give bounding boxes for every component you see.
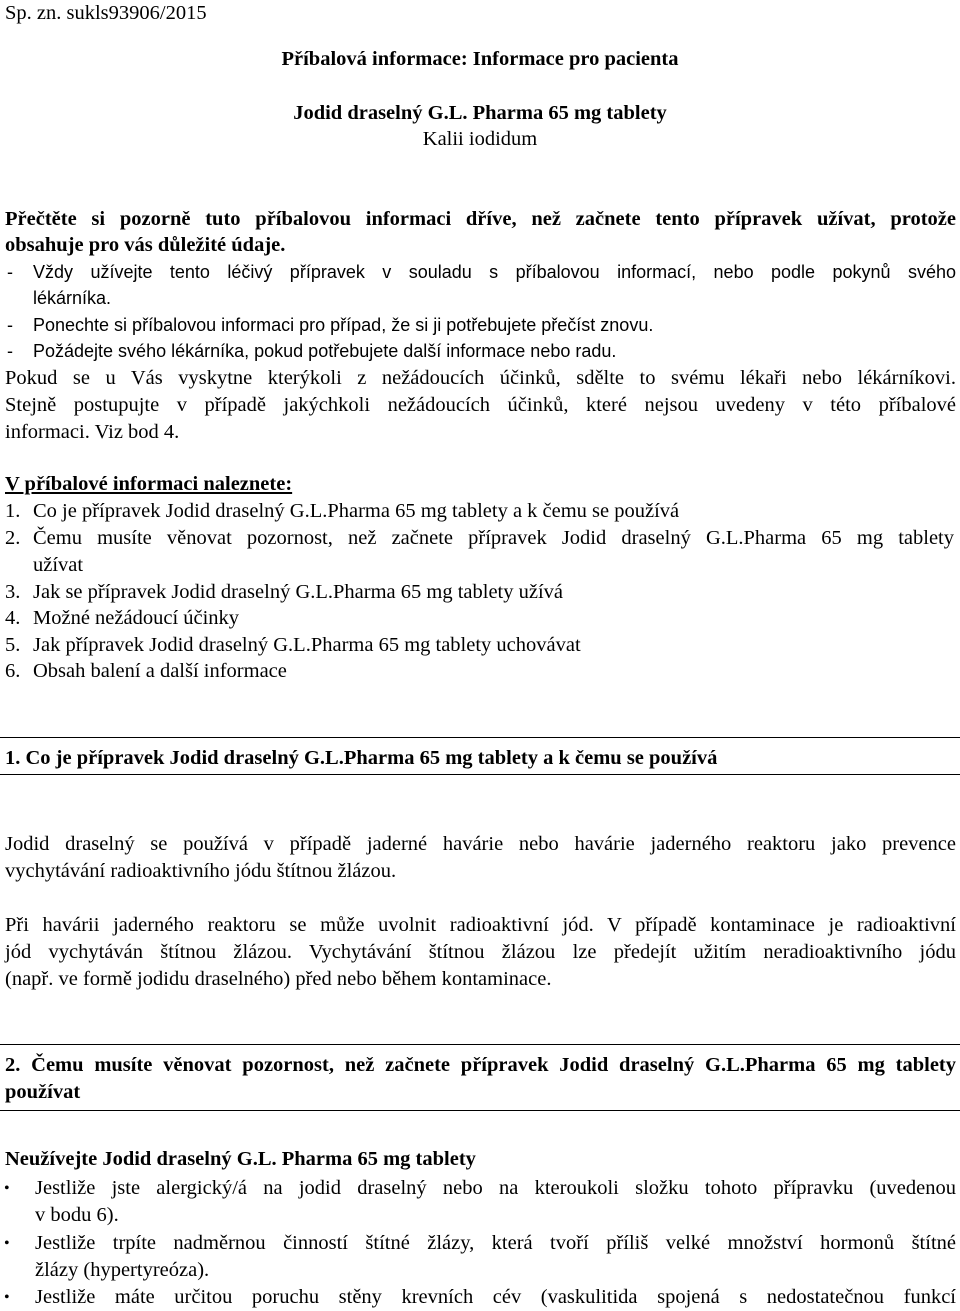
product-name: Jodid draselný G.L. Pharma 65 mg tablety bbox=[293, 102, 667, 124]
toc-item-text: Jak přípravek Jodid draselný G.L.Pharma 65 mg tablety uchovávat bbox=[33, 634, 581, 656]
side-effects-line-3: informaci. Viz bod 4. bbox=[5, 421, 180, 443]
intro-lead-line-1: Přečtěte si pozorně tuto příbalovou informaci dříve, než začnete tento přípravek užívat, protože bbox=[5, 208, 956, 230]
section-1-p1-line-1: Jodid draselný se používá v případě jaderné havárie nebo havárie jaderného reaktoru jako prevence bbox=[5, 833, 956, 855]
toc-item-text: Možné nežádoucí účinky bbox=[33, 607, 240, 629]
toc-item-text: Co je přípravek Jodid draselný G.L.Pharma 65 mg tablety a k čemu se používá bbox=[33, 500, 680, 522]
section-1-p2-line-3: (např. ve formě jodidu draselného) před nebo během kontaminace. bbox=[5, 968, 552, 990]
side-effects-line-2: Stejně postupujte v případě jakýchkoli nežádoucích účinků, které nejsou uvedeny v této příbalové bbox=[5, 394, 956, 416]
toc-item-text: Jak se přípravek Jodid draselný G.L.Pharma 65 mg tablety užívá bbox=[33, 581, 564, 603]
dash-item-text: Vždy užívejte tento léčivý přípravek v souladu s příbalovou informací, nebo podle pokynů svého bbox=[33, 262, 956, 282]
document-title: Příbalová informace: Informace pro pacienta bbox=[281, 48, 679, 70]
section-2-bottom-rule bbox=[0, 1110, 960, 1111]
dash-item-text-cont: lékárníka. bbox=[33, 288, 112, 308]
section-1-p1-line-2: vychytávání radioaktivního jódu štítnou žlázou. bbox=[5, 860, 397, 882]
section-1-top-rule bbox=[0, 737, 960, 738]
toc-item-text: Obsah balení a další informace bbox=[33, 660, 287, 682]
bullet-item-text: Jestliže máte určitou poruchu stěny krevních cév (vaskulitida spojená s nedostatečnou funkcí bbox=[35, 1286, 956, 1308]
dash-item-text: Ponechte si příbalovou informaci pro případ, že si ji potřebujete přečíst znovu. bbox=[33, 315, 654, 335]
section-2-subheading: Neužívejte Jodid draselný G.L. Pharma 65 mg tablety bbox=[5, 1148, 476, 1170]
bullet-item-text: Jestliže jste alergický/á na jodid draselný nebo na kteroukoli složku tohoto přípravku (uvedenou bbox=[35, 1177, 956, 1199]
bullet-item-text-cont: v bodu 6). bbox=[35, 1204, 119, 1226]
dash-item-text: Požádejte svého lékárníka, pokud potřebujete další informace nebo radu. bbox=[33, 341, 617, 361]
bullet-item-text: Jestliže trpíte nadměrnou činností štítné žlázy, která tvoří příliš velké množství hormonů štítné bbox=[35, 1232, 956, 1254]
toc-heading: V příbalové informaci naleznete: bbox=[5, 473, 293, 495]
section-1-p2-line-1: Při havárii jaderného reaktoru se může uvolnit radioaktivní jód. V případě kontaminace je radioaktivní bbox=[5, 914, 956, 936]
section-1-bottom-rule bbox=[0, 774, 960, 775]
toc-item-text-cont: užívat bbox=[33, 554, 84, 576]
section-1-heading: 1. Co je přípravek Jodid draselný G.L.Pharma 65 mg tablety a k čemu se používá bbox=[5, 747, 718, 769]
bullet-item-text-cont: žlázy (hypertyreóza). bbox=[35, 1259, 210, 1281]
intro-lead-line-2: obsahuje pro vás důležité údaje. bbox=[5, 234, 286, 256]
reference-number: Sp. zn. sukls93906/2015 bbox=[5, 2, 207, 24]
section-1-p2-line-2: jód vychytáván štítnou žlázou. Vychytávání štítnou žlázou lze předejít užitím neradioaktivního jódu bbox=[5, 941, 956, 963]
section-2-heading-line-2: používat bbox=[5, 1081, 81, 1103]
active-substance: Kalii iodidum bbox=[422, 128, 538, 150]
toc-item-text: Čemu musíte věnovat pozornost, než začnete přípravek Jodid draselný G.L.Pharma 65 mg tablety bbox=[33, 527, 954, 549]
section-2-heading-line-1: 2. Čemu musíte věnovat pozornost, než začnete přípravek Jodid draselný G.L.Pharma 65 mg tablety bbox=[5, 1054, 956, 1076]
side-effects-line-1: Pokud se u Vás vyskytne kterýkoli z nežádoucích účinků, sdělte to svému lékaři nebo lékárníkovi. bbox=[5, 367, 956, 389]
section-2-top-rule bbox=[0, 1044, 960, 1045]
